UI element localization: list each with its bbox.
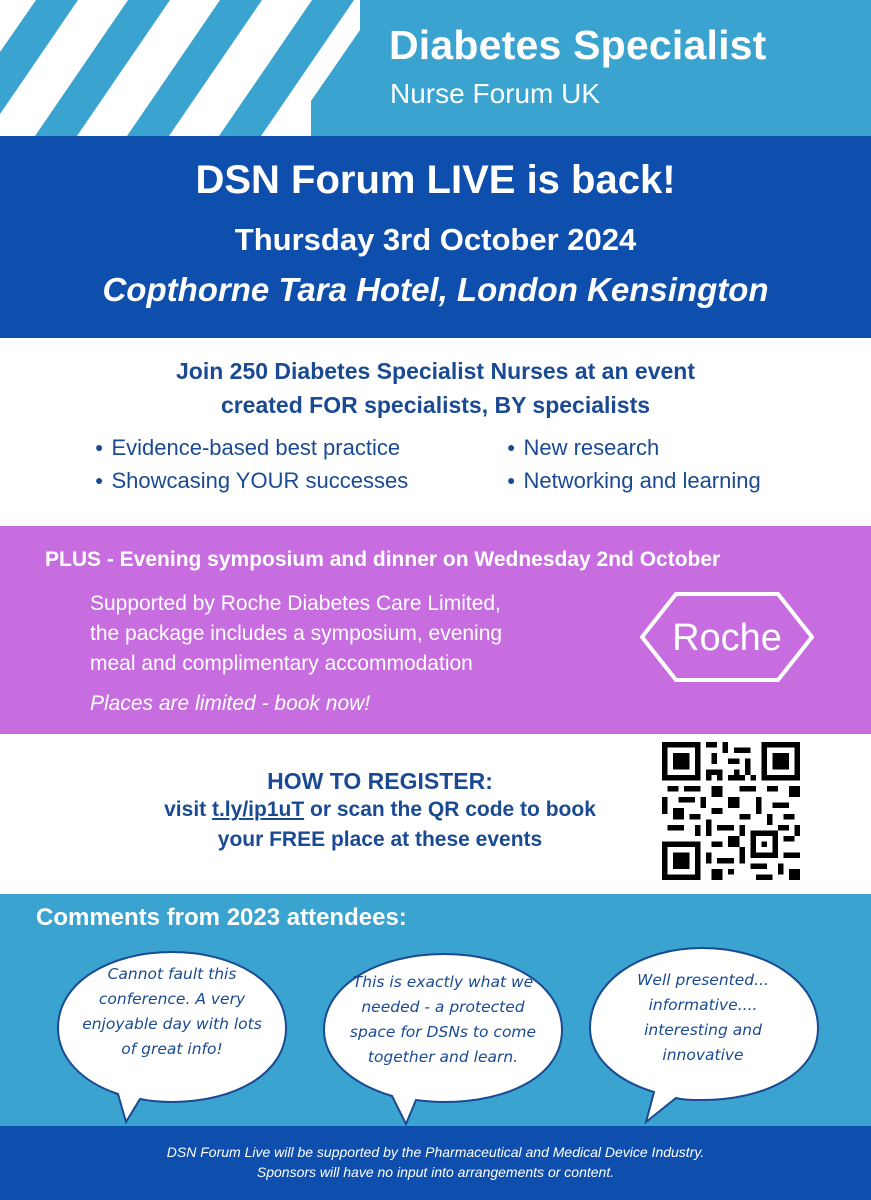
plus-headline: PLUS - Evening symposium and dinner on Wednesday 2nd October xyxy=(45,548,721,571)
stripes-graphic xyxy=(0,0,360,136)
qr-code[interactable] xyxy=(662,742,800,880)
bullet-item: ● Evidence-based best practice xyxy=(95,435,401,460)
brand-title: Diabetes Specialist xyxy=(389,22,767,68)
roche-logo xyxy=(640,592,814,682)
footer-line-1: DSN Forum Live will be supported by the Pharmaceutical and Medical Device Industry. xyxy=(166,1144,705,1160)
bullet-item: ● New research xyxy=(507,435,660,460)
footer-disclaimer xyxy=(0,1126,871,1200)
event-venue: Copthorne Tara Hotel, London Kensington xyxy=(102,271,769,308)
title-band xyxy=(0,136,871,338)
plus-section xyxy=(0,526,871,734)
places-limited-note: Places are limited - book now! xyxy=(90,692,371,715)
attendee-quote-3: Well presented... informative.... interesting and innovative xyxy=(637,971,769,1064)
plus-body-line: the package includes a symposium, evening xyxy=(90,622,503,645)
attendee-quote-2: This is exactly what we needed - a protected space for DSNs to come together and learn. xyxy=(349,973,537,1066)
register-instruction-2: your FREE place at these events xyxy=(217,828,543,851)
join-line-2: created FOR specialists, BY specialists xyxy=(220,392,651,418)
comments-section xyxy=(0,894,871,1126)
bullet-item: ● Networking and learning xyxy=(507,468,761,493)
bullet-dot-icon: ● xyxy=(507,439,516,455)
register-section xyxy=(0,734,871,894)
register-link[interactable]: t.ly/ip1uT xyxy=(211,798,305,821)
event-headline: DSN Forum LIVE is back! xyxy=(195,158,676,202)
bullet-dot-icon: ● xyxy=(95,439,104,455)
event-date: Thursday 3rd October 2024 xyxy=(234,222,637,257)
bullet-item: ● Showcasing YOUR successes xyxy=(95,468,409,493)
header-banner xyxy=(0,0,871,136)
footer-line-2: Sponsors will have no input into arrangements or content. xyxy=(256,1164,615,1180)
join-section xyxy=(0,338,871,526)
attendee-quote-1: Cannot fault this conference. A very enjoyable day with lots of great info! xyxy=(82,965,262,1058)
plus-body-line: meal and complimentary accommodation xyxy=(90,652,473,675)
register-instruction: visit t.ly/ip1uT or scan the QR code to book xyxy=(164,798,596,821)
comments-heading: Comments from 2023 attendees: xyxy=(36,904,407,931)
brand-subtitle: Nurse Forum UK xyxy=(390,78,601,109)
bullet-dot-icon: ● xyxy=(95,472,104,488)
join-line-1: Join 250 Diabetes Specialist Nurses at an event xyxy=(175,358,695,384)
plus-body-line: Supported by Roche Diabetes Care Limited, xyxy=(90,592,501,615)
bullet-dot-icon: ● xyxy=(507,472,516,488)
register-heading: HOW TO REGISTER: xyxy=(267,768,493,794)
roche-logo-text: Roche xyxy=(672,617,782,659)
